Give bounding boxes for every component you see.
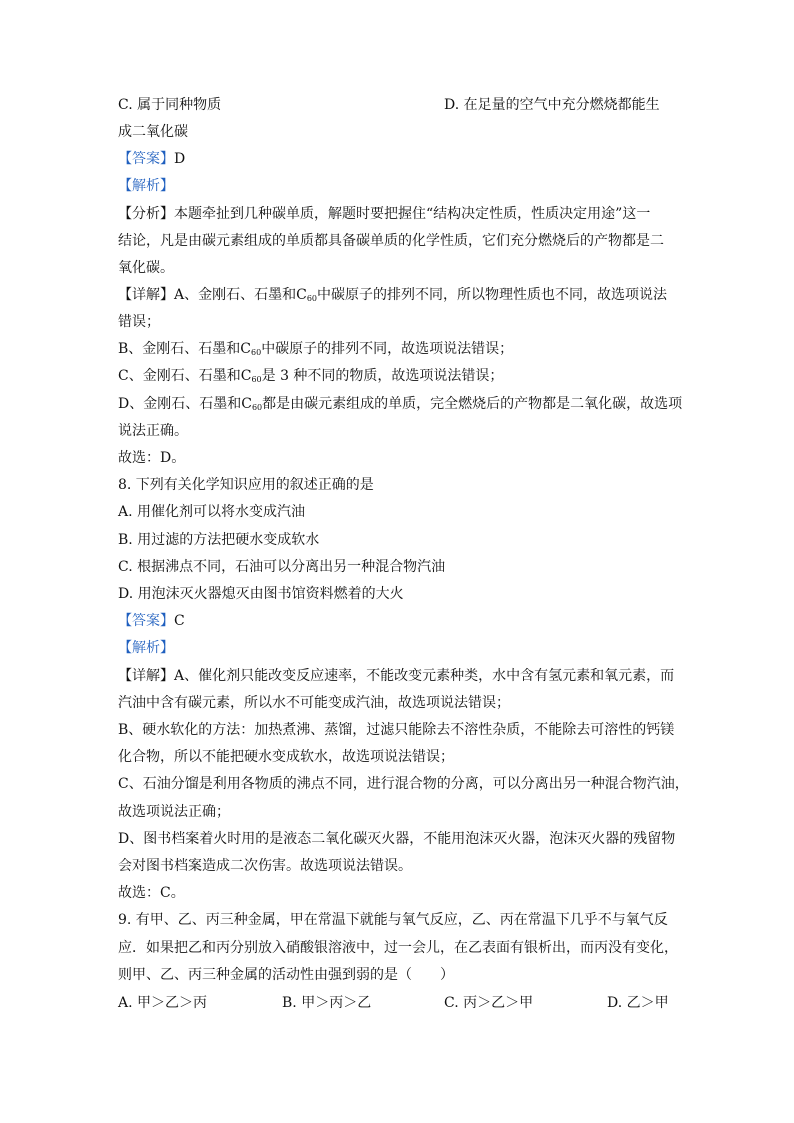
q8-answer: [118, 612, 185, 630]
subscript-60: 60: [251, 375, 262, 384]
q9-option-a: A. 甲＞乙＞丙: [118, 995, 208, 1011]
answer-value: C: [174, 613, 185, 629]
q8-detail-b-line-2: 化合物，所以不能把硬水变成软水，故选项说法错误；: [118, 749, 454, 765]
q7-fenxi-line-1: [118, 205, 650, 223]
q9-stem-line-1: 9. 有甲、乙、丙三种金属，甲在常温下就能与氧气反应，乙、丙在常温下几乎不与氧气反: [118, 912, 668, 928]
fenxi-text: 本题牵扯到几种碳单质，解题时要把握住“结构决定性质，性质决定用途”这一: [174, 206, 651, 222]
detail-a-text-rest: 中碳原子的排列不同，所以物理性质也不同，故选项说法: [317, 287, 668, 303]
q9-stem-line-3: 则甲、乙、丙三种金属的活动性由强到弱的是（ ）: [118, 967, 454, 983]
analysis-label: 【解析】: [118, 640, 174, 656]
q7-option-d-continued: 成二氧化碳: [118, 124, 188, 140]
q8-detail-c-line-1: C、石油分馏是利用各物质的沸点不同，进行混合物的分离，可以分离出另一种混合物汽油，: [118, 776, 689, 792]
q7-option-d: D. 在足量的空气中充分燃烧都能生: [444, 97, 660, 113]
q7-fenxi-line-2: 结论，凡是由碳元素组成的单质都具备碳单质的化学性质，它们充分燃烧后的产物都是二: [118, 233, 664, 249]
q7-detail-d-line-2: 说法正确。: [118, 423, 188, 439]
analysis-label: 【解析】: [118, 178, 174, 194]
q8-detail-d-line-2: 会对图书档案造成二次伤害。故选项说法错误。: [118, 858, 412, 874]
q7-conclusion: 故选：D。: [118, 450, 186, 466]
q9-option-c: C. 丙＞乙＞甲: [444, 995, 534, 1011]
subscript-60: 60: [251, 348, 262, 357]
answer-label: 【答案】: [118, 613, 174, 629]
answer-value: D: [174, 151, 186, 167]
subscript-60: 60: [306, 294, 318, 303]
detail-a-text: A、金刚石、石墨和C: [174, 287, 307, 303]
q7-detail-b: [118, 340, 513, 362]
xiangjie-label: 【详解】: [118, 287, 174, 303]
q7-detail-a-line-2: 错误；: [118, 314, 160, 330]
detail-b-text: B、金刚石、石墨和C: [118, 341, 251, 357]
q7-detail-a: [118, 286, 667, 308]
xiangjie-label: 【详解】: [118, 668, 174, 684]
subscript-60: 60: [251, 403, 263, 412]
q8-detail-d-line-1: D、图书档案着火时用的是液态二氧化碳灭火器，不能用泡沫灭火器，泡沫灭火器的残留物: [118, 831, 676, 847]
q7-detail-d: [118, 395, 682, 417]
q8-option-a: A. 用催化剂可以将水变成汽油: [118, 504, 306, 520]
q8-option-d: D. 用泡沫灭火器熄灭由图书馆资料燃着的大火: [118, 586, 404, 602]
q8-analysis-heading: [118, 639, 174, 657]
q8-detail-c-line-2: 故选项说法正确；: [118, 804, 230, 820]
q8-detail-a-line-2: 汽油中含有碳元素，所以水不可能变成汽油，故选项说法错误；: [118, 695, 510, 711]
q7-detail-c: [118, 367, 503, 389]
detail-c-text: C、金刚石、石墨和C: [118, 368, 252, 384]
q9-option-d: D. 乙＞甲: [607, 995, 669, 1011]
q7-answer: [118, 150, 185, 168]
detail-b-text-rest: 中碳原子的排列不同，故选项说法错误；: [261, 341, 514, 357]
q9-stem-line-2: 应．如果把乙和丙分别放入硝酸银溶液中，过一会儿，在乙表面有银析出，而丙没有变化，: [118, 940, 678, 956]
q9-option-b: B. 甲＞丙＞乙: [282, 995, 372, 1011]
q8-conclusion: 故选：C。: [118, 885, 185, 901]
q8-detail-b-line-1: B、硬水软化的方法：加热煮沸、蒸馏，过滤只能除去不溶性杂质，不能除去可溶性的钙镁: [118, 722, 675, 738]
detail-c-text-rest: 是 3 种不同的物质，故选项说法错误；: [261, 368, 504, 384]
q7-analysis-heading: [118, 177, 174, 195]
fenxi-label: 【分析】: [118, 206, 174, 222]
q7-fenxi-line-3: 氧化碳。: [118, 260, 174, 276]
q8-option-c: C. 根据沸点不同，石油可以分离出另一种混合物汽油: [118, 559, 446, 575]
detail-d-text-rest: 都是由碳元素组成的单质，完全燃烧后的产物都是二氧化碳，故选项: [262, 396, 683, 412]
detail-a-text: A、催化剂只能改变反应速率，不能改变元素种类，水中含有氢元素和氧元素，而: [174, 668, 675, 684]
detail-d-text: D、金刚石、石墨和C: [118, 396, 252, 412]
q7-option-c: C. 属于同种物质: [118, 97, 222, 113]
q8-stem: 8. 下列有关化学知识应用的叙述正确的是: [118, 477, 374, 493]
q8-option-b: B. 用过滤的方法把硬水变成软水: [118, 532, 320, 548]
answer-label: 【答案】: [118, 151, 174, 167]
q8-detail-a-line-1: [118, 667, 674, 685]
